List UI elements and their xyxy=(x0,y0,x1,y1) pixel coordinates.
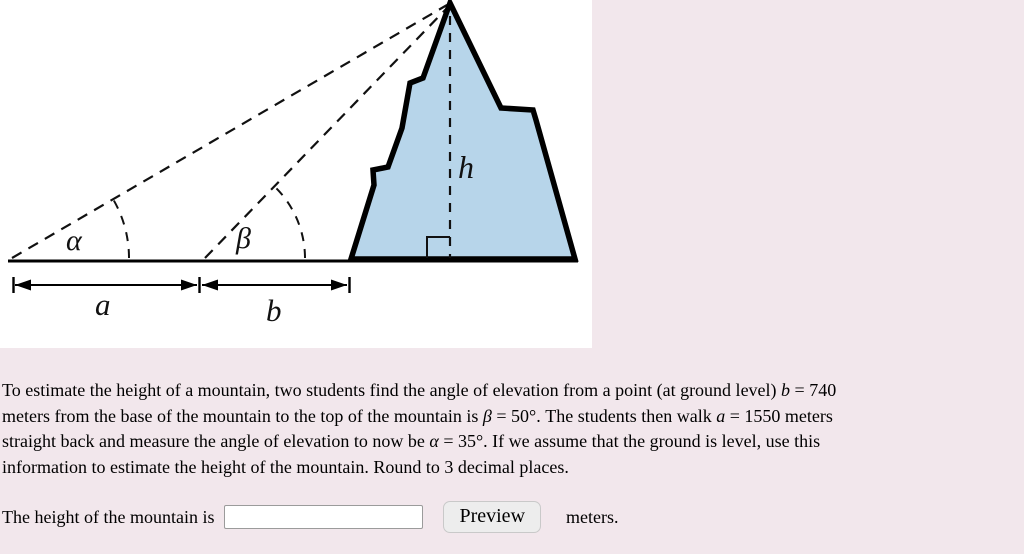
problem-seg: = xyxy=(438,431,458,451)
label-dist-b: b xyxy=(266,293,282,328)
value-alpha: 35° xyxy=(457,431,484,451)
label-beta: β xyxy=(236,222,251,255)
problem-seg: . The students then walk xyxy=(536,405,717,426)
arrow-b-left xyxy=(202,280,218,291)
answer-prefix: The height of the mountain is xyxy=(2,506,215,527)
problem-text xyxy=(2,378,1022,480)
var-b: b xyxy=(781,380,791,400)
problem-seg: information to estimate the height of the mountain. Round to 3 decimal places. xyxy=(2,456,569,477)
arrow-a-right xyxy=(181,280,197,291)
problem-seg: straight back and measure the angle of elevation to now be xyxy=(2,431,430,451)
var-beta: β xyxy=(482,405,492,426)
mountain-diagram xyxy=(0,0,592,348)
value-b: 740 xyxy=(809,380,837,400)
arrow-a-left xyxy=(15,280,31,291)
preview-button[interactable]: Preview xyxy=(443,501,541,533)
arrow-b-right xyxy=(331,280,347,291)
var-alpha: α xyxy=(429,431,439,451)
problem-seg: . If we assume that the ground is level, use this xyxy=(483,431,821,451)
angle-arc-beta xyxy=(274,186,305,258)
problem-seg: = xyxy=(725,405,745,426)
angle-arc-alpha xyxy=(113,199,129,258)
problem-seg: = xyxy=(790,380,810,400)
problem-seg: meters xyxy=(780,405,833,426)
answer-suffix: meters. xyxy=(566,506,619,527)
mountain-shape xyxy=(351,3,575,259)
label-dist-a: a xyxy=(95,287,111,322)
label-alpha: α xyxy=(66,224,82,257)
answer-input[interactable] xyxy=(224,505,423,529)
value-beta: 50° xyxy=(511,405,537,426)
problem-seg: To estimate the height of a mountain, two students find the angle of elevation from a point (at ground level) xyxy=(2,380,782,400)
var-a: a xyxy=(716,405,726,426)
answer-row xyxy=(2,501,619,533)
diagram-canvas xyxy=(0,0,592,348)
problem-seg: = xyxy=(491,405,512,426)
problem-seg: meters from the base of the mountain to the top of the mountain is xyxy=(2,405,483,426)
label-height: h xyxy=(458,149,474,185)
value-a: 1550 xyxy=(744,405,781,426)
